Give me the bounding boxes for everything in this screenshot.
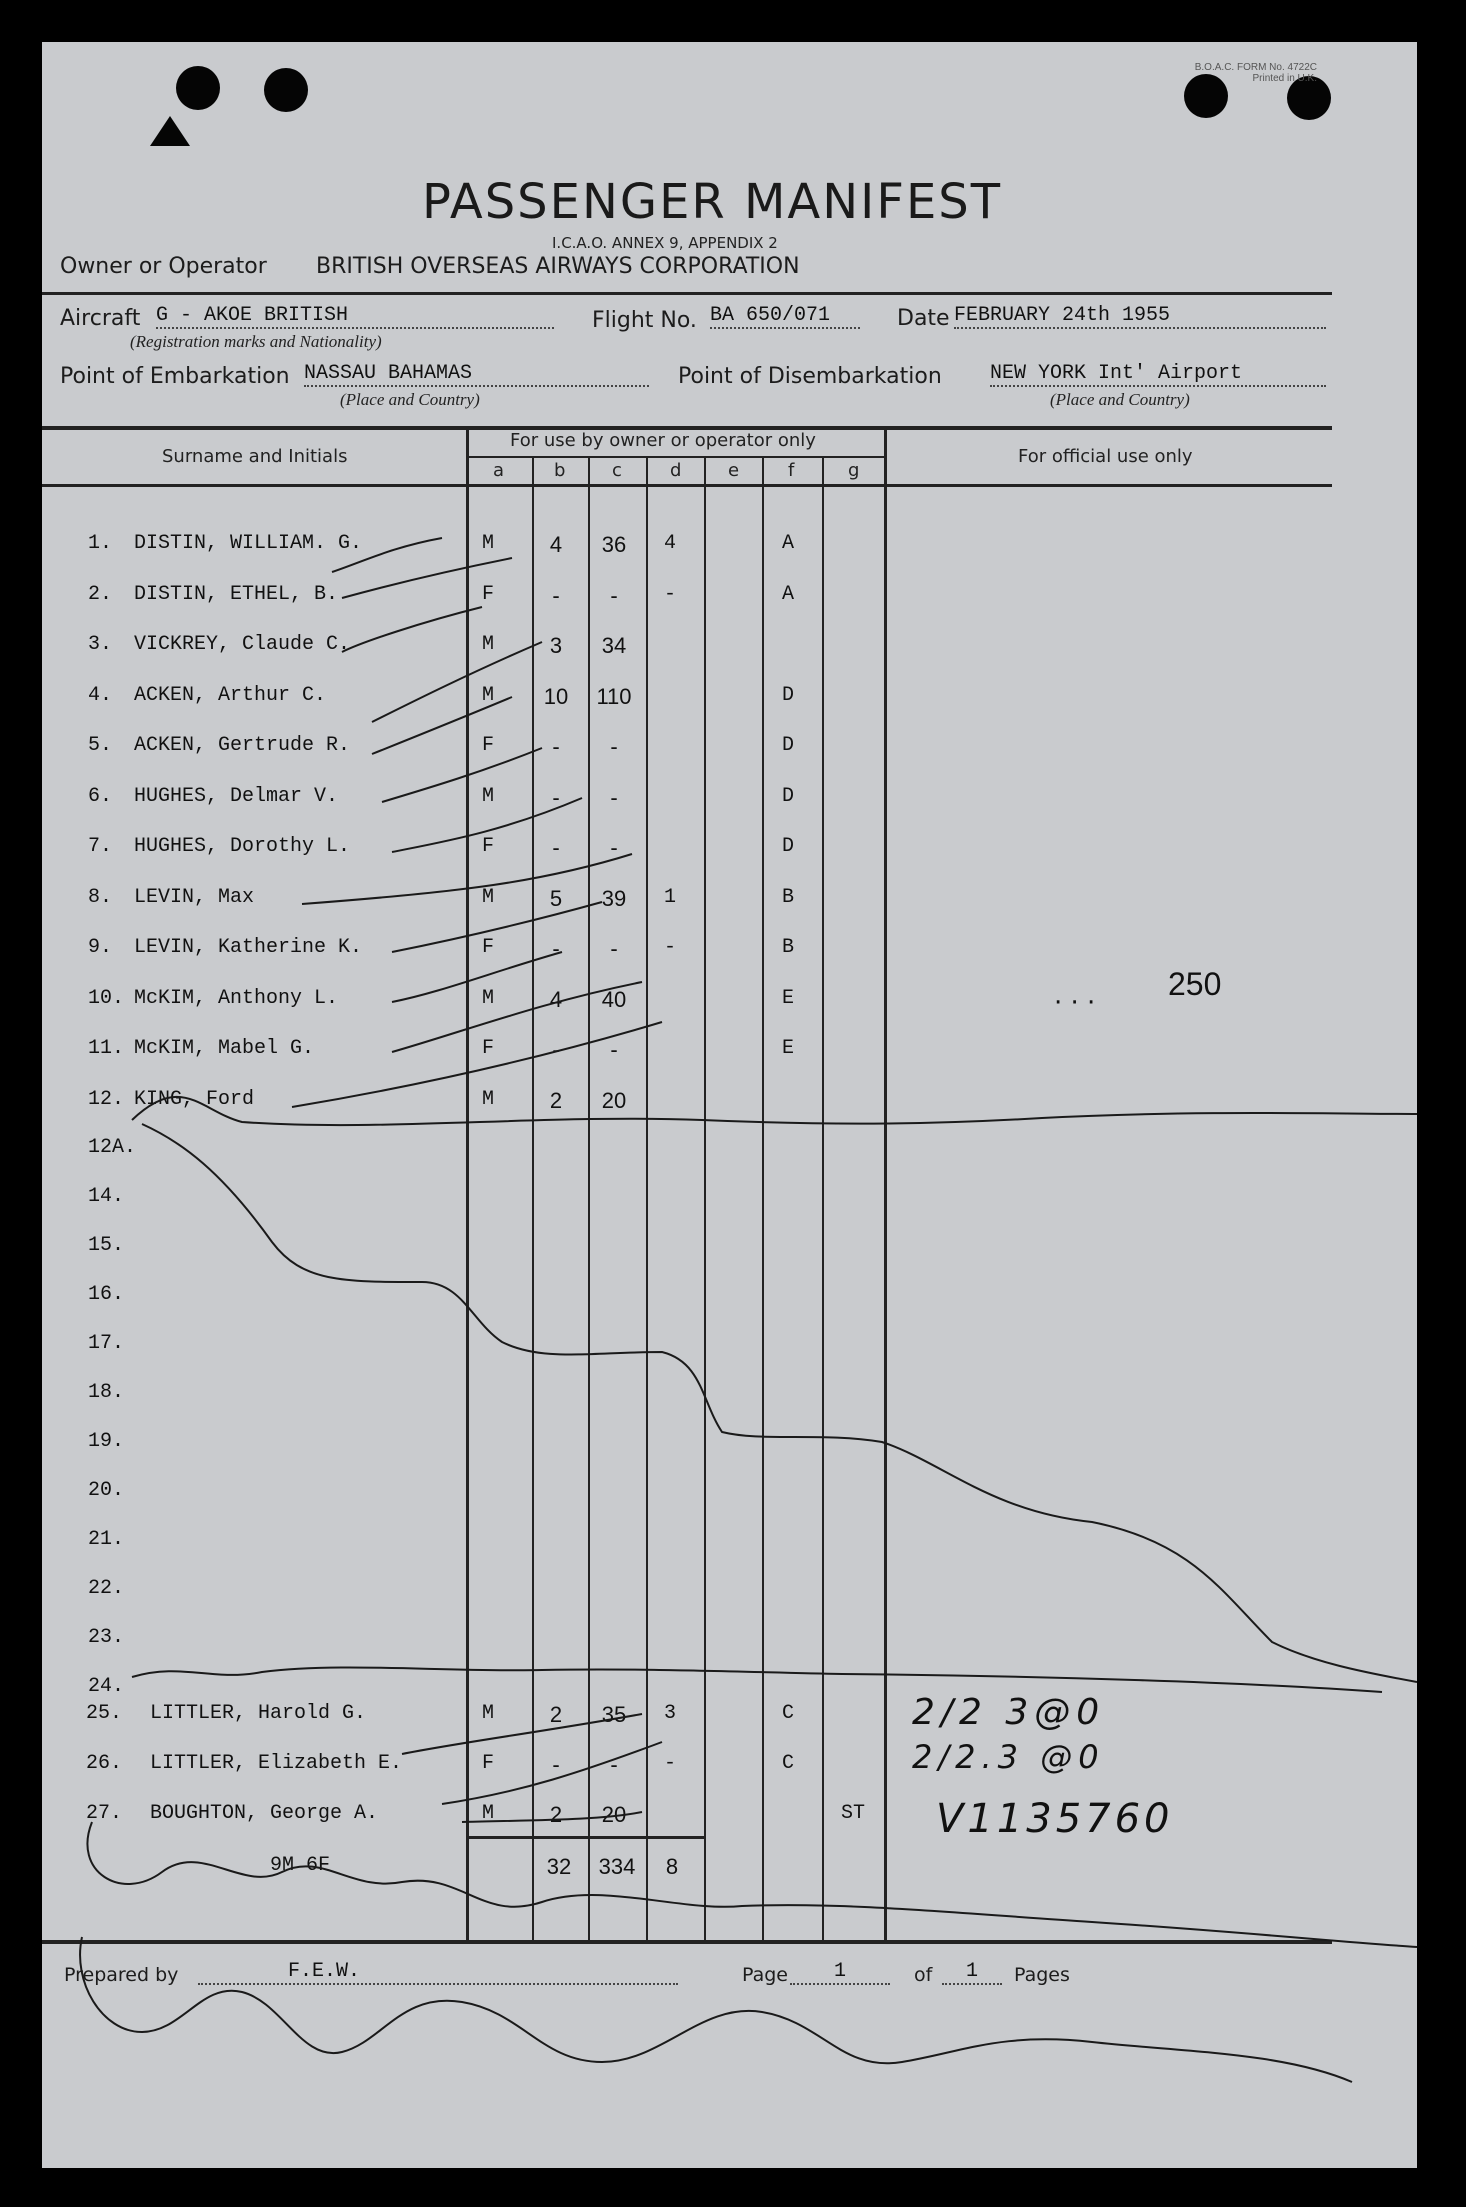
prepared-by-value: F.E.W. — [198, 1960, 678, 1985]
cell-c: 110 — [596, 683, 632, 709]
pages-label: Pages — [1014, 1964, 1070, 1986]
cell-b: - — [552, 936, 560, 961]
cell-f: C — [781, 1752, 794, 1775]
passenger-name: KING, Ford — [134, 1087, 255, 1111]
cell-b: 2 — [549, 1087, 563, 1113]
cell-b: - — [552, 734, 560, 759]
cell-b: - — [552, 1037, 560, 1062]
totals-label: 9M 6F — [270, 1854, 331, 1877]
row-number: 22. — [88, 1577, 125, 1600]
cell-f: D — [781, 835, 794, 858]
cell-f: A — [781, 582, 794, 606]
connector-line — [332, 538, 442, 572]
cell-a: M — [481, 1802, 494, 1825]
embarkation-value: NASSAU BAHAMAS — [304, 362, 649, 387]
cell-b: - — [552, 784, 560, 810]
cell-b: 3 — [549, 633, 563, 658]
totals-d: 8 — [665, 1854, 679, 1879]
cell-b: - — [552, 1752, 560, 1777]
row-number: 11. — [88, 1037, 125, 1060]
passenger-name: DISTIN, WILLIAM. G. — [134, 532, 363, 555]
page-number: 1 — [790, 1960, 890, 1985]
cell-f: A — [781, 532, 794, 555]
cell-f: D — [781, 683, 794, 707]
date-label: Date — [897, 306, 950, 331]
passenger-name: McKIM, Mabel G. — [134, 1037, 315, 1060]
cell-a: F — [481, 1752, 494, 1775]
aircraft-value: G - AKOE BRITISH — [156, 304, 554, 329]
prepared-by-label: Prepared by — [64, 1964, 179, 1986]
cell-g: ST — [840, 1802, 865, 1825]
row-number: 10. — [88, 986, 125, 1010]
sub-column-f: f — [788, 460, 795, 481]
cell-b: - — [552, 835, 560, 860]
connector-line — [372, 642, 542, 722]
connector-line — [442, 1742, 662, 1804]
cell-a: M — [481, 532, 494, 555]
cell-f: D — [781, 784, 794, 808]
cell-a: F — [481, 734, 494, 757]
strike-through-line — [132, 1667, 1382, 1692]
cell-b: - — [552, 582, 560, 608]
cell-c: 34 — [601, 633, 627, 658]
row-number: 6. — [88, 784, 113, 808]
cell-f: E — [781, 1037, 794, 1060]
cell-c: - — [610, 784, 618, 810]
flight-value: BA 650/071 — [710, 304, 860, 329]
disembarkation-label: Point of Disembarkation — [678, 364, 942, 389]
official-note-250: 250 — [1168, 966, 1222, 1002]
official-note-row-25: 2/2 3@0 — [912, 1692, 1106, 1733]
cell-d: 3 — [663, 1702, 676, 1725]
cell-c: - — [610, 936, 618, 961]
row-number: 12. — [88, 1087, 125, 1111]
cell-c: 20 — [601, 1802, 627, 1827]
connector-line — [302, 854, 632, 904]
date-value: FEBRUARY 24th 1955 — [954, 304, 1326, 329]
page-title: PASSENGER MANIFEST — [422, 174, 1003, 230]
cell-a: F — [481, 1037, 494, 1060]
cell-d: - — [663, 582, 676, 606]
row-number: 1. — [88, 532, 113, 555]
row-number: 3. — [88, 633, 113, 656]
cell-c: - — [610, 1752, 618, 1777]
cell-c: - — [610, 1037, 618, 1062]
page-total: 1 — [942, 1960, 1002, 1985]
row-number: 15. — [88, 1234, 125, 1257]
sub-column-c: c — [612, 460, 622, 481]
passenger-name: ACKEN, Gertrude R. — [134, 734, 351, 757]
connector-line — [392, 952, 562, 1002]
cell-b: 2 — [549, 1802, 563, 1827]
cell-a: M — [481, 1087, 494, 1111]
surname-column-header: Surname and Initials — [162, 446, 348, 467]
of-label: of — [914, 1964, 933, 1986]
sub-column-g: g — [848, 460, 860, 481]
cell-c: 20 — [601, 1087, 627, 1113]
cell-f: D — [781, 734, 794, 757]
row-number: 5. — [88, 734, 113, 757]
connector-line — [342, 607, 482, 652]
operator-label: Owner or Operator — [60, 254, 267, 279]
form-number: B.O.A.C. FORM No. 4722C Printed in U.K. — [1194, 62, 1317, 84]
pen-strokes — [42, 42, 1417, 2168]
cell-b: 10 — [543, 683, 569, 709]
official-use-column-header: For official use only — [1018, 446, 1193, 467]
cell-f: E — [781, 986, 794, 1010]
wave-scrawl — [80, 1937, 1352, 2082]
cell-a: F — [481, 582, 494, 606]
cell-d: 4 — [663, 532, 676, 555]
page-label: Page — [742, 1964, 788, 1986]
cell-a: M — [481, 986, 494, 1010]
connector-line — [382, 748, 542, 802]
registration-note: (Registration marks and Nationality) — [130, 332, 382, 351]
connector-line — [402, 1714, 642, 1754]
cell-c: 36 — [601, 532, 627, 557]
page-subtitle: I.C.A.O. ANNEX 9, APPENDIX 2 — [552, 234, 778, 252]
cell-c: - — [610, 835, 618, 860]
totals-c: 334 — [598, 1854, 636, 1879]
row-number: 2. — [88, 582, 113, 606]
row-number: 21. — [88, 1528, 125, 1551]
official-note-row-26: 2/2.3 @0 — [912, 1738, 1105, 1776]
cell-f: B — [781, 885, 794, 909]
cell-a: M — [481, 784, 494, 808]
row-number: 20. — [88, 1479, 125, 1502]
cell-b: 4 — [549, 532, 563, 557]
sub-column-d: d — [670, 460, 682, 481]
cell-a: M — [481, 885, 494, 909]
row-number: 8. — [88, 885, 113, 909]
connector-line — [392, 798, 582, 852]
row-number: 23. — [88, 1626, 125, 1649]
row-number: 9. — [88, 936, 113, 959]
disembarkation-note: (Place and Country) — [1050, 390, 1190, 409]
passenger-name: McKIM, Anthony L. — [134, 986, 339, 1010]
row-number: 14. — [88, 1185, 125, 1208]
dots-mark: · · · — [1054, 988, 1096, 1018]
row-number: 18. — [88, 1381, 125, 1404]
cell-d: 1 — [663, 885, 676, 909]
wave-scrawl — [87, 1822, 1417, 1947]
cell-d: - — [663, 936, 676, 959]
row-number: 27. — [86, 1802, 123, 1825]
passenger-name: LITTLER, Harold G. — [150, 1702, 367, 1725]
cell-d: - — [663, 1752, 676, 1775]
passenger-name: LEVIN, Max — [134, 885, 255, 909]
cell-f: B — [781, 936, 794, 959]
cell-b: 2 — [549, 1702, 563, 1727]
row-number: 12A. — [88, 1136, 137, 1159]
cell-a: M — [481, 683, 494, 707]
flight-label: Flight No. — [592, 308, 697, 333]
diagonal-scrawl — [142, 1124, 1417, 1682]
cell-c: 40 — [601, 986, 627, 1012]
cell-c: 35 — [601, 1702, 627, 1727]
embarkation-note: (Place and Country) — [340, 390, 480, 409]
passenger-name: VICKREY, Claude C. — [134, 633, 351, 656]
sub-column-e: e — [728, 460, 740, 481]
row-number: 4. — [88, 683, 113, 707]
aircraft-label: Aircraft — [60, 306, 141, 331]
row-number: 26. — [86, 1752, 123, 1775]
sub-column-b: b — [554, 460, 566, 481]
passenger-name: HUGHES, Dorothy L. — [134, 835, 351, 858]
passenger-name: DISTIN, ETHEL, B. — [134, 582, 339, 606]
cell-c: 39 — [601, 885, 627, 911]
official-note-row-27: V1135760 — [936, 1796, 1174, 1842]
cell-a: M — [481, 633, 494, 656]
connector-line — [342, 558, 512, 598]
passenger-name: HUGHES, Delmar V. — [134, 784, 339, 808]
cell-a: M — [481, 1702, 494, 1725]
connector-line — [462, 1812, 642, 1822]
connector-line — [292, 1022, 662, 1107]
cell-a: F — [481, 936, 494, 959]
owner-use-column-header: For use by owner or operator only — [510, 430, 816, 451]
row-number: 16. — [88, 1283, 125, 1306]
cell-c: - — [610, 734, 618, 759]
operator-value: BRITISH OVERSEAS AIRWAYS CORPORATION — [316, 254, 800, 279]
cell-b: 5 — [549, 885, 563, 911]
passenger-name: BOUGHTON, George A. — [150, 1802, 379, 1825]
row-number: 19. — [88, 1430, 125, 1453]
row-number: 24. — [88, 1675, 125, 1698]
cell-a: F — [481, 835, 494, 858]
cell-f: C — [781, 1702, 794, 1725]
row-number: 17. — [88, 1332, 125, 1355]
totals-b: 32 — [546, 1854, 572, 1879]
passenger-name: ACKEN, Arthur C. — [134, 683, 327, 707]
sub-column-a: a — [493, 460, 505, 481]
row-number: 25. — [86, 1702, 123, 1725]
connector-line — [372, 697, 512, 754]
passenger-name: LEVIN, Katherine K. — [134, 936, 363, 959]
manifest-sheet — [42, 42, 1417, 2168]
row-number: 7. — [88, 835, 113, 858]
cell-b: 4 — [549, 986, 563, 1012]
connector-line — [392, 902, 602, 952]
cell-c: - — [610, 582, 618, 608]
embarkation-label: Point of Embarkation — [60, 364, 290, 389]
disembarkation-value: NEW YORK Int' Airport — [990, 362, 1326, 387]
passenger-name: LITTLER, Elizabeth E. — [150, 1752, 403, 1775]
